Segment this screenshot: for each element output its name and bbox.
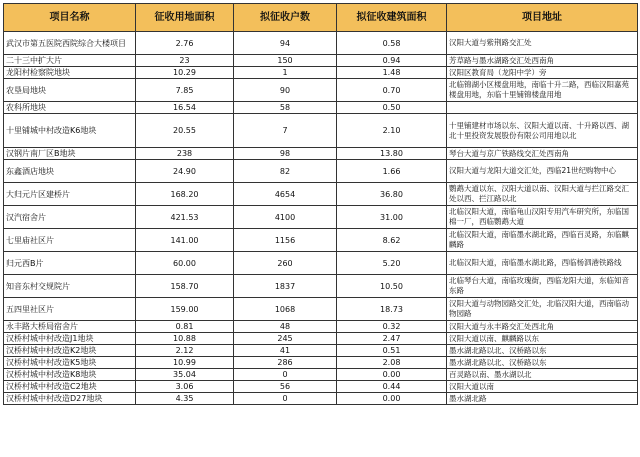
building-area-cell: 0.58 [337,32,447,55]
project-name-cell: 汉桥村城中村改造K2地块 [4,345,136,357]
building-area-cell: 0.51 [337,345,447,357]
location-cell: 汉阳大道与永丰路交汇处西北角 [447,321,638,333]
table-row [4,333,638,345]
location-cell: 汉阳大道与紫荆路交汇处 [447,32,638,55]
header-land-area: 征收用地面积 [136,4,234,32]
header-location: 项目地址 [447,4,638,32]
land-area-cell: 421.53 [136,206,234,229]
building-area-cell: 2.08 [337,357,447,369]
land-area-cell: 7.85 [136,79,234,102]
table-row [4,369,638,381]
table-row [4,321,638,333]
households-cell: 48 [234,321,337,333]
project-name-cell: 龙阳村检察院地块 [4,67,136,79]
land-area-cell: 0.81 [136,321,234,333]
project-name-cell: 二十三中扩大片 [4,55,136,67]
building-area-cell: 0.32 [337,321,447,333]
project-name-cell: 永丰路大桥局宿舍片 [4,321,136,333]
households-cell: 1837 [234,275,337,298]
building-area-cell: 0.00 [337,393,447,405]
table-row [4,102,638,114]
land-area-cell: 168.20 [136,183,234,206]
building-area-cell: 0.94 [337,55,447,67]
building-area-cell: 0.70 [337,79,447,102]
project-name-cell: 汉桥村城中村改造C2地块 [4,381,136,393]
building-area-cell: 1.66 [337,160,447,183]
project-name-cell: 七里庙社区片 [4,229,136,252]
building-area-cell: 31.00 [337,206,447,229]
households-cell: 90 [234,79,337,102]
location-cell: 汉阳大道以南 [447,381,638,393]
land-area-cell: 35.04 [136,369,234,381]
location-cell: 汉阳大道以南、麒麟路以东 [447,333,638,345]
location-cell: 琴台大道与京广铁路线交汇处西南角 [447,148,638,160]
households-cell: 1 [234,67,337,79]
table-row [4,357,638,369]
location-cell: 北临锦湖小区楼盘用地，南临十升二路，西临汉阳嘉苑楼盘用地，东临十里铺锦楼盘用地 [447,79,638,102]
households-cell: 41 [234,345,337,357]
header-project-name: 项目名称 [4,4,136,32]
households-cell: 260 [234,252,337,275]
location-cell: 十里铺建材市场以东、汉阳大道以南、十升路以西、湖北十里投资发展股份有限公司用地以北 [447,114,638,148]
project-name-cell: 知音东村交规院片 [4,275,136,298]
building-area-cell: 2.10 [337,114,447,148]
building-area-cell: 10.50 [337,275,447,298]
table-row [4,393,638,405]
table-row [4,79,638,102]
land-area-cell: 2.76 [136,32,234,55]
header-building-area: 拟征收建筑面积 [337,4,447,32]
location-cell: 芳草路与墨水湖路交汇处西南角 [447,55,638,67]
building-area-cell: 8.62 [337,229,447,252]
location-cell: 北临汉阳大道，南临龟山汉阳专用汽车研究所，东临国棉一厂，西临鹦鹉大道 [447,206,638,229]
households-cell: 0 [234,369,337,381]
location-cell: 墨水湖北路以北、汉桥路以东 [447,357,638,369]
table-row [4,275,638,298]
location-cell: 汉阳大道与动物园路交汇处，北临汉阳大道，西南临动物园路 [447,298,638,321]
building-area-cell: 0.50 [337,102,447,114]
building-area-cell: 2.47 [337,333,447,345]
land-area-cell: 4.35 [136,393,234,405]
table-row [4,160,638,183]
project-name-cell: 汉桥村城中村改造D27地块 [4,393,136,405]
project-name-cell: 农垦局地块 [4,79,136,102]
project-name-cell: 农科所地块 [4,102,136,114]
land-area-cell: 159.00 [136,298,234,321]
table-row [4,67,638,79]
households-cell: 4100 [234,206,337,229]
project-name-cell: 五四里社区片 [4,298,136,321]
land-area-cell: 60.00 [136,252,234,275]
land-area-cell: 158.70 [136,275,234,298]
location-cell: 北临汉阳大道，南临墨水湖北路，西临杨泗港铁路线 [447,252,638,275]
building-area-cell: 13.80 [337,148,447,160]
project-name-cell: 汉汽宿舍片 [4,206,136,229]
table-row [4,114,638,148]
households-cell: 7 [234,114,337,148]
building-area-cell: 1.48 [337,67,447,79]
location-cell: 北临汉阳大道，南临墨水湖北路，西临百灵路，东临麒麟路 [447,229,638,252]
households-cell: 98 [234,148,337,160]
location-cell: 鹦鹉大道以东、汉阳大道以南、汉阳大道与拦江路交汇处以西、拦江路以北 [447,183,638,206]
land-area-cell: 141.00 [136,229,234,252]
households-cell: 1068 [234,298,337,321]
land-area-cell: 20.55 [136,114,234,148]
project-name-cell: 汉桥村城中村改造J1地块 [4,333,136,345]
location-cell: 百灵路以南、墨水湖以北 [447,369,638,381]
project-name-cell: 归元西B片 [4,252,136,275]
project-name-cell: 大归元片区建桥片 [4,183,136,206]
land-area-cell: 23 [136,55,234,67]
table-row [4,298,638,321]
land-area-cell: 10.29 [136,67,234,79]
land-area-cell: 2.12 [136,345,234,357]
location-cell: 墨水湖北路 [447,393,638,405]
location-cell: 北临琴台大道，南临玫瑰街，西临龙阳大道，东临知音东路 [447,275,638,298]
table-row [4,183,638,206]
table-row [4,206,638,229]
building-area-cell: 0.00 [337,369,447,381]
table-row [4,148,638,160]
land-area-cell: 3.06 [136,381,234,393]
households-cell: 94 [234,32,337,55]
building-area-cell: 18.73 [337,298,447,321]
land-area-cell: 238 [136,148,234,160]
households-cell: 4654 [234,183,337,206]
households-cell: 245 [234,333,337,345]
project-name-cell: 东鑫酒店地块 [4,160,136,183]
data-sheet [3,3,637,454]
households-cell: 58 [234,102,337,114]
expropriation-table [3,3,638,405]
table-row [4,229,638,252]
location-cell: 墨水湖北路以北、汉桥路以东 [447,345,638,357]
table-body [4,32,638,405]
table-row [4,252,638,275]
project-name-cell: 汉钢片南厂区B地块 [4,148,136,160]
project-name-cell: 十里铺城中村改造K6地块 [4,114,136,148]
building-area-cell: 0.44 [337,381,447,393]
project-name-cell: 汉桥村城中村改造K8地块 [4,369,136,381]
households-cell: 286 [234,357,337,369]
header-row [4,4,638,32]
households-cell: 1156 [234,229,337,252]
households-cell: 82 [234,160,337,183]
header-households: 拟征收户数 [234,4,337,32]
project-name-cell: 汉桥村城中村改造K5地块 [4,357,136,369]
project-name-cell: 武汉市第五医院西院综合大楼项目 [4,32,136,55]
table-row [4,55,638,67]
land-area-cell: 10.99 [136,357,234,369]
households-cell: 56 [234,381,337,393]
land-area-cell: 24.90 [136,160,234,183]
building-area-cell: 5.20 [337,252,447,275]
location-cell [447,102,638,114]
table-row [4,345,638,357]
households-cell: 150 [234,55,337,67]
households-cell: 0 [234,393,337,405]
land-area-cell: 16.54 [136,102,234,114]
land-area-cell: 10.88 [136,333,234,345]
building-area-cell: 36.80 [337,183,447,206]
table-row [4,381,638,393]
table-row [4,32,638,55]
location-cell: 汉阳区教育局（龙阳中学）旁 [447,67,638,79]
location-cell: 汉阳大道与龙阳大道交汇处，西临21世纪购物中心 [447,160,638,183]
